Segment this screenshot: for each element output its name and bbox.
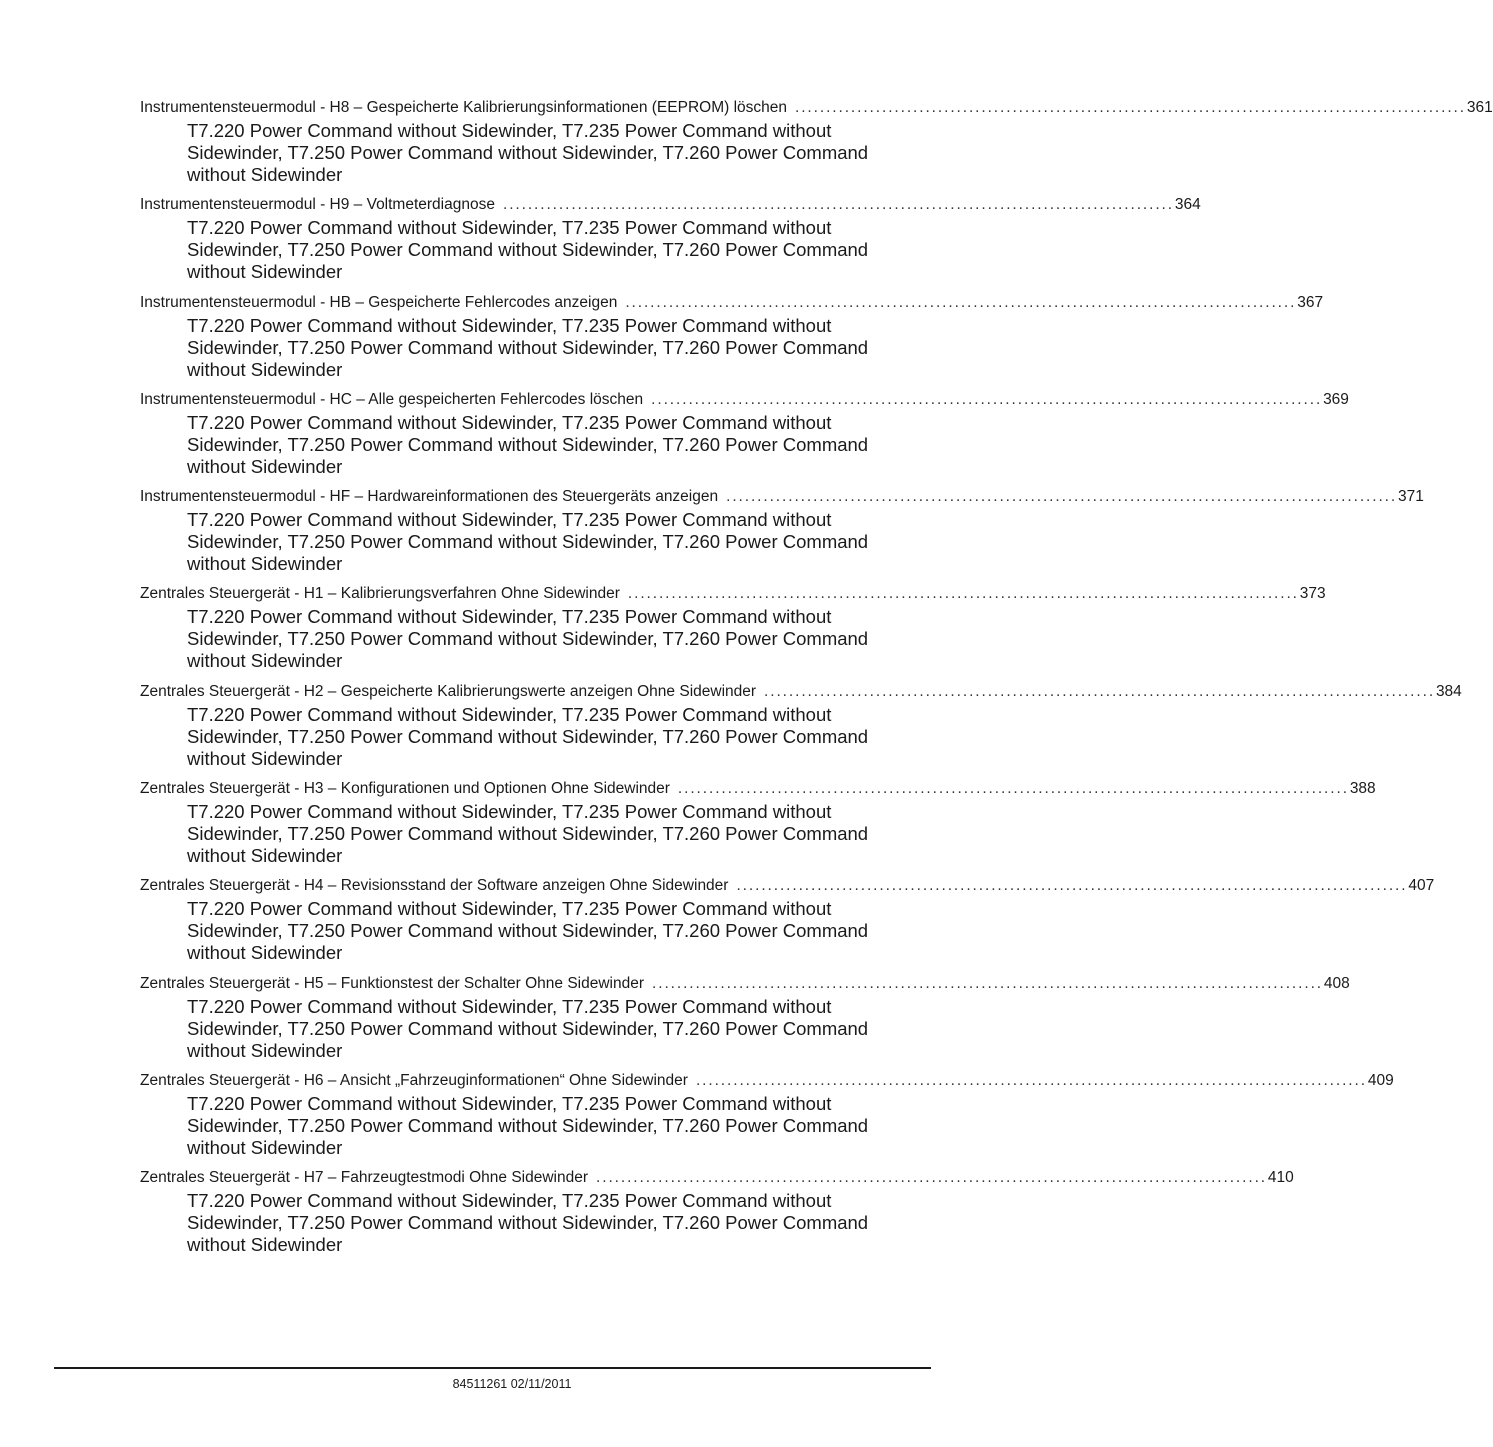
toc-entry-title: Zentrales Steuergerät - H1 – Kalibrierungsverfahren Ohne Sidewinder	[140, 585, 620, 603]
toc-entry-title-row	[140, 1071, 1394, 1091]
toc-leader-dots	[678, 779, 1346, 799]
toc-entry-title-row	[140, 195, 1201, 215]
toc-entry[interactable]	[140, 293, 1324, 390]
toc-entry-title: Zentrales Steuergerät - H2 – Gespeicherte Kalibrierungswerte anzeigen Ohne Sidewinder	[140, 682, 757, 700]
toc-leader-dots	[726, 487, 1394, 507]
toc-entry[interactable]	[140, 876, 1435, 973]
toc-entry-models: T7.220 Power Command without Sidewinder, T7.235 Power Command without Sidewinder, T7.250 Power Command without Sidewinder, T7.260 Power Command without Sidewinder	[187, 606, 869, 672]
toc-entry-models: T7.220 Power Command without Sidewinder, T7.235 Power Command without Sidewinder, T7.250 Power Command without Sidewinder, T7.260 Power Command without Sidewinder	[187, 995, 869, 1061]
toc-entry-models: T7.220 Power Command without Sidewinder, T7.235 Power Command without Sidewinder, T7.250 Power Command without Sidewinder, T7.260 Power Command without Sidewinder	[187, 411, 869, 477]
toc-entry-models: T7.220 Power Command without Sidewinder, T7.235 Power Command without Sidewinder, T7.250 Power Command without Sidewinder, T7.260 Power Command without Sidewinder	[187, 120, 869, 185]
toc-entry[interactable]	[140, 487, 1424, 584]
toc-entry-title: Zentrales Steuergerät - H5 – Funktionstest der Schalter Ohne Sidewinder	[140, 974, 645, 992]
toc-entry-title: Instrumentensteuermodul - H8 – Gespeicherte Kalibrierungsinformationen (EEPROM) löschen	[140, 99, 787, 116]
toc-entry-title: Zentrales Steuergerät - H6 – Ansicht „Fahrzeuginformationen“ Ohne Sidewinder	[140, 1071, 688, 1089]
toc-entry-page-number: 361	[1466, 99, 1493, 116]
toc-entry-page-number: 408	[1323, 974, 1350, 992]
toc-leader-dots	[651, 390, 1319, 410]
toc-entry-title-row	[140, 876, 1435, 896]
toc-entry-page-number: 367	[1297, 293, 1324, 311]
toc-entry-title: Instrumentensteuermodul - H9 – Voltmeterdiagnose	[140, 196, 495, 214]
toc-entry-models: T7.220 Power Command without Sidewinder, T7.235 Power Command without Sidewinder, T7.250 Power Command without Sidewinder, T7.260 Power Command without Sidewinder	[187, 898, 869, 964]
toc-entry-title: Instrumentensteuermodul - HB – Gespeicherte Fehlercodes anzeigen	[140, 293, 618, 311]
toc-entry[interactable]	[140, 682, 1462, 779]
toc-entry-title-row	[140, 779, 1376, 799]
toc-entry-models: T7.220 Power Command without Sidewinder, T7.235 Power Command without Sidewinder, T7.250 Power Command without Sidewinder, T7.260 Power Command without Sidewinder	[187, 509, 869, 575]
toc-leader-dots	[764, 682, 1432, 702]
toc-entry-title-row	[140, 293, 1324, 313]
toc-entry[interactable]	[140, 584, 1326, 681]
toc-entry-page-number: 407	[1408, 877, 1435, 895]
toc-leader-dots	[625, 293, 1293, 313]
footer-document-number: 84511261 02/11/2011	[452, 1377, 572, 1391]
toc-leader-dots	[795, 98, 1463, 118]
toc-entry-page-number: 409	[1367, 1071, 1394, 1089]
toc-entry-title-row	[140, 682, 1462, 702]
toc-entry[interactable]	[140, 974, 1350, 1071]
toc-entry-models: T7.220 Power Command without Sidewinder, T7.235 Power Command without Sidewinder, T7.250 Power Command without Sidewinder, T7.260 Power Command without Sidewinder	[187, 217, 869, 283]
toc-entry-page-number: 373	[1299, 585, 1326, 603]
toc-entry-page-number: 388	[1349, 780, 1376, 798]
toc-entry-title: Zentrales Steuergerät - H3 – Konfigurationen und Optionen Ohne Sidewinder	[140, 780, 670, 798]
toc-entry-page-number: 369	[1323, 390, 1349, 408]
toc-entry-title-row	[140, 584, 1326, 604]
toc-entry-title-row	[140, 390, 1349, 410]
toc-entry-title: Instrumentensteuermodul - HC – Alle gespeicherten Fehlercodes löschen	[140, 390, 644, 408]
toc-leader-dots	[696, 1071, 1364, 1091]
toc-entry[interactable]	[140, 1071, 1394, 1168]
toc-entry-title: Zentrales Steuergerät - H4 – Revisionsstand der Software anzeigen Ohne Sidewinder	[140, 877, 729, 895]
toc-entry-title-row	[140, 974, 1350, 994]
toc-leader-dots	[596, 1168, 1264, 1188]
toc-entry[interactable]	[140, 390, 1349, 487]
toc-entry-models: T7.220 Power Command without Sidewinder, T7.235 Power Command without Sidewinder, T7.250 Power Command without Sidewinder, T7.260 Power Command without Sidewinder	[187, 703, 869, 769]
toc-leader-dots	[503, 195, 1171, 215]
toc-entry-title: Zentrales Steuergerät - H7 – Fahrzeugtestmodi Ohne Sidewinder	[140, 1169, 589, 1187]
toc-entry-page-number: 371	[1398, 488, 1424, 506]
toc-entry-title-row	[140, 98, 1493, 118]
toc-entry-page-number: 384	[1435, 682, 1462, 700]
toc-entry-page-number: 364	[1174, 196, 1201, 214]
table-of-contents	[140, 98, 1493, 1266]
footer-divider	[54, 1367, 931, 1369]
toc-entry-title: Instrumentensteuermodul - HF – Hardwareinformationen des Steuergeräts anzeigen	[140, 488, 719, 506]
toc-leader-dots	[628, 584, 1296, 604]
toc-entry[interactable]	[140, 195, 1201, 292]
toc-entry[interactable]	[140, 1168, 1294, 1265]
toc-entry[interactable]	[140, 779, 1376, 876]
toc-leader-dots	[736, 876, 1404, 896]
toc-entry-models: T7.220 Power Command without Sidewinder, T7.235 Power Command without Sidewinder, T7.250 Power Command without Sidewinder, T7.260 Power Command without Sidewinder	[187, 1092, 869, 1158]
toc-entry-page-number: 410	[1267, 1169, 1294, 1187]
toc-entry-title-row	[140, 1168, 1294, 1188]
toc-entry-models: T7.220 Power Command without Sidewinder, T7.235 Power Command without Sidewinder, T7.250 Power Command without Sidewinder, T7.260 Power Command without Sidewinder	[187, 1190, 869, 1256]
toc-entry[interactable]	[140, 98, 1493, 195]
toc-entry-models: T7.220 Power Command without Sidewinder, T7.235 Power Command without Sidewinder, T7.250 Power Command without Sidewinder, T7.260 Power Command without Sidewinder	[187, 314, 869, 380]
toc-entry-title-row	[140, 487, 1424, 507]
toc-leader-dots	[652, 974, 1320, 994]
toc-entry-models: T7.220 Power Command without Sidewinder, T7.235 Power Command without Sidewinder, T7.250 Power Command without Sidewinder, T7.260 Power Command without Sidewinder	[187, 801, 869, 867]
